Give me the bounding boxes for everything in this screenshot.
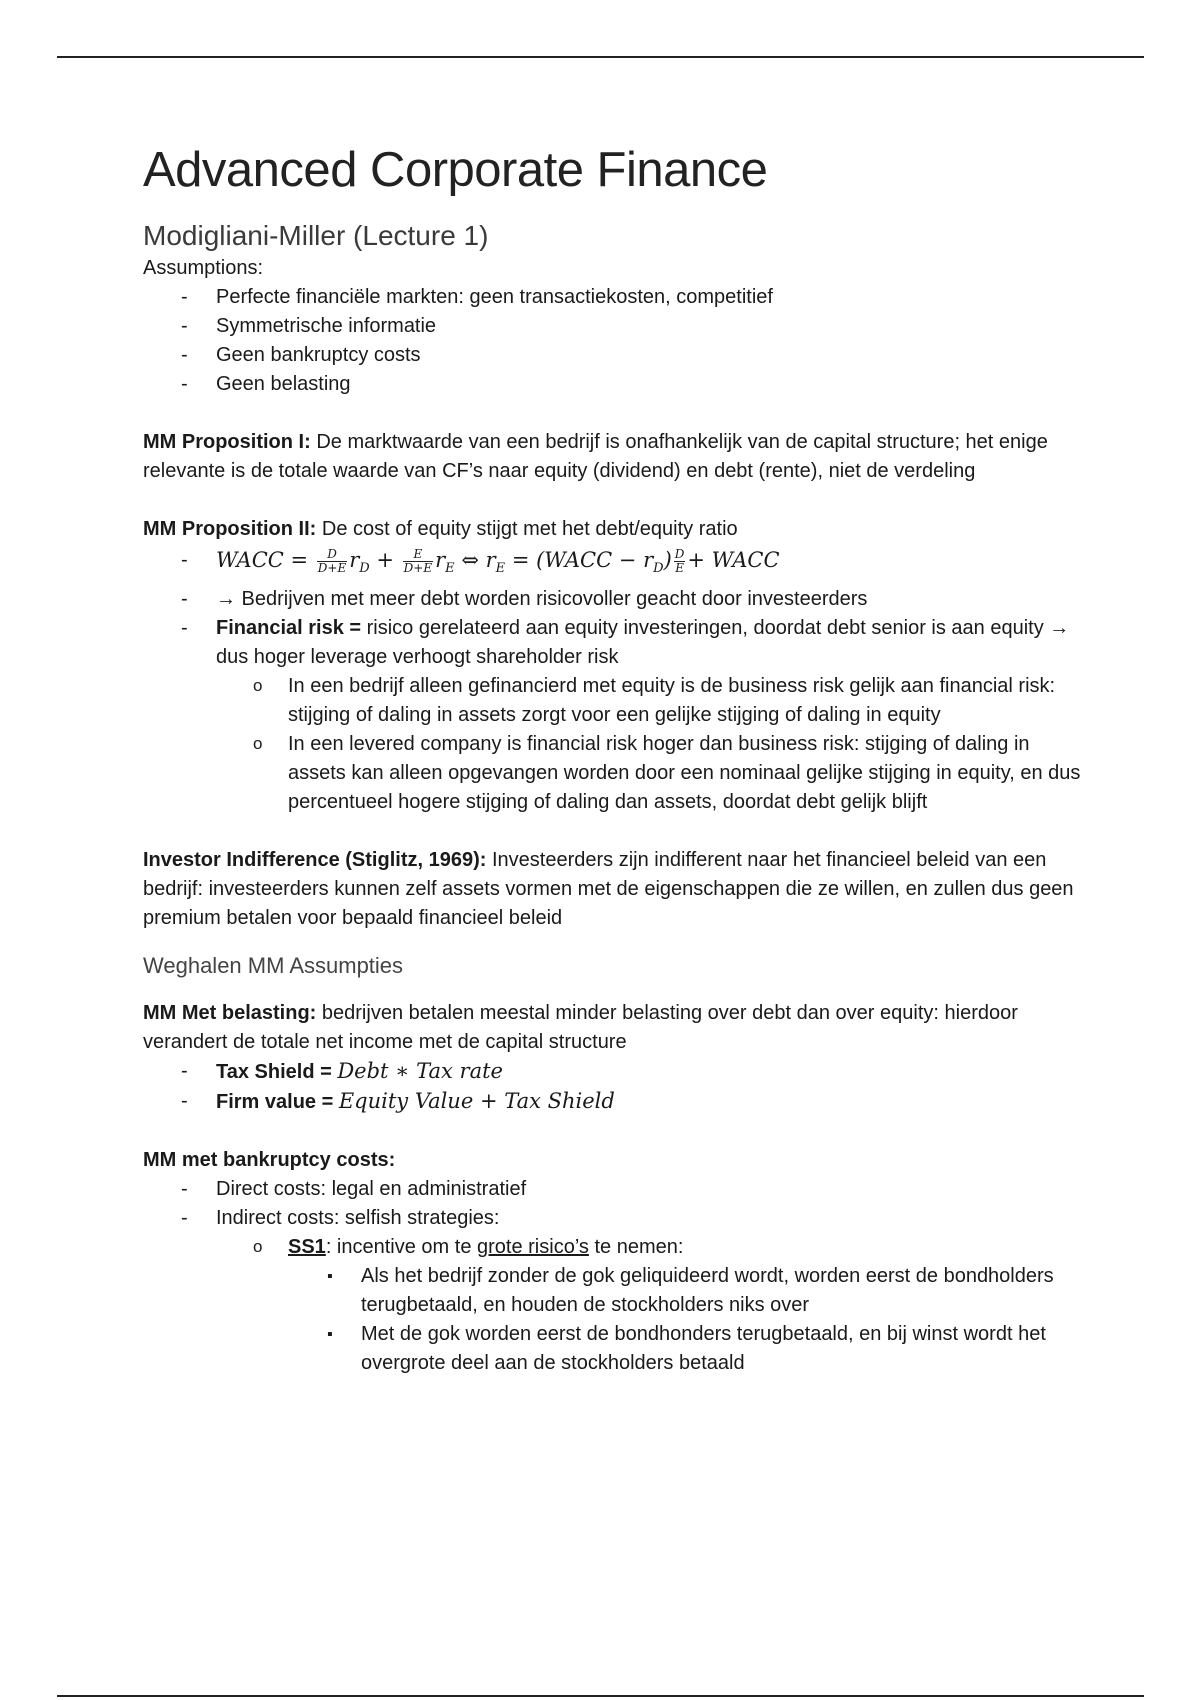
list-item: - Direct costs: legal en administratief [143,1175,1083,1204]
dash-bullet: - [181,286,188,308]
sub-sub-list-item: ▪ Als het bedrijf zonder de gok geliquideerd wordt, worden eerst de bondholders terugbetaald, en houden de stockholders niks over [143,1262,1083,1320]
document-page [143,140,1083,1378]
proposition-2: MM Proposition II: De cost of equity stijgt met het debt/equity ratio [143,518,738,540]
circle-bullet: o [253,676,263,696]
mm-bankruptcy-label: MM met bankruptcy costs: [143,1149,396,1172]
square-bullet: ▪ [327,1268,333,1286]
list-item: - Symmetrische informatie [143,312,1083,341]
mm-tax-label: MM Met belasting: [143,1002,317,1025]
proposition-2-list [143,544,1083,817]
wacc-formula [143,544,1083,585]
list-item: - Geen belasting [143,370,1083,399]
document-title: Advanced Corporate Finance [143,143,768,197]
section-heading-assumptions: Weghalen MM Assumpties [143,953,404,979]
ss1-item: o SS1: incentive om te grote risico’s te nemen: [143,1233,1083,1262]
circle-bullet: o [253,734,263,754]
assumptions-label: Assumptions: [143,257,264,279]
dash-bullet: - [181,1060,188,1083]
list-item: - → Bedrijven met meer debt worden risicovoller geacht door investeerders [143,585,1083,614]
dash-bullet: - [181,344,188,366]
proposition-2-label: MM Proposition II: [143,518,317,540]
dash-bullet: - [181,1090,188,1113]
assumptions-list [143,283,1083,399]
dash-bullet: - [181,549,188,571]
mm-bankruptcy [143,1146,1083,1175]
investor-indifference: Investor Indifference (Stiglitz, 1969): Investeerders zijn indifferent naar het financieel beleid van een bedrijf: investeerders kunnen zelf assets vormen met de eigenschappen die ze willen, en zullen dus geen premium betalen voor bepaald financieel beleid [143,849,1074,930]
section-heading-mm: Modigliani-Miller (Lecture 1) [143,220,489,251]
dash-bullet: - [181,373,188,395]
firm-value-item: - Firm value = Equity Value + Tax Shield [143,1087,1083,1117]
sub-list-item: o In een bedrijf alleen gefinancierd met equity is de business risk gelijk aan financial risk: stijging of daling in assets zorgt voor een gelijke stijging of daling in equity [143,672,1083,730]
dash-bullet: - [181,588,188,611]
proposition-1-label: MM Proposition I: [143,431,311,453]
sub-sub-list-item: ▪ Met de gok worden eerst de bondhonders terugbetaald, en bij winst wordt het overgrote deel aan de stockholders betaald [143,1320,1083,1378]
mm-tax: MM Met belasting: bedrijven betalen meestal minder belasting over debt dan over equity: hierdoor verandert de totale net income met de capital structure [143,1002,1018,1054]
financial-risk-item: - Financial risk = risico gerelateerd aan equity investeringen, doordat debt senior is aan equity → dus hoger leverage verhoogt shareholder risk [143,614,1083,672]
square-bullet: ▪ [327,1326,333,1344]
dash-bullet: - [181,617,188,640]
list-item: - Perfecte financiële markten: geen transactiekosten, competitief [143,283,1083,312]
dash-bullet: - [181,1207,188,1230]
list-item: - Indirect costs: selfish strategies: [143,1204,1083,1233]
circle-bullet: o [253,1237,263,1257]
bankruptcy-list [143,1175,1083,1378]
header-rule [57,56,1144,58]
footer-rule [57,1695,1144,1697]
formula-expression: WACC = $\frac{D}{D+E}$ $r_D$ + $\frac{E}{D+E}$ $r_E$ ⇔ $r_E$ = (WACC − $r_D$) $\frac{D}{E}$ + WACC [216,547,780,577]
tax-list [143,1057,1083,1117]
sub-list-item: o In een levered company is financial risk hoger dan business risk: stijging of daling in assets kan alleen opgevangen worden door een nominaal gelijke stijging in equity, en dus percentueel hogere stijging of daling dan assets, doordat debt gelijk blijft [143,730,1083,817]
investor-indifference-label: Investor Indifference (Stiglitz, 1969): [143,849,487,872]
dash-bullet: - [181,1178,188,1201]
list-item: - Geen bankruptcy costs [143,341,1083,370]
proposition-1: MM Proposition I: De marktwaarde van een bedrijf is onafhankelijk van de capital structure; het enige relevante is de totale waarde van CF’s naar equity (dividend) en debt (rente), niet de verdeling [143,431,1048,482]
dash-bullet: - [181,315,188,337]
tax-shield-item: - Tax Shield = Debt ∗ Tax rate [143,1057,1083,1087]
